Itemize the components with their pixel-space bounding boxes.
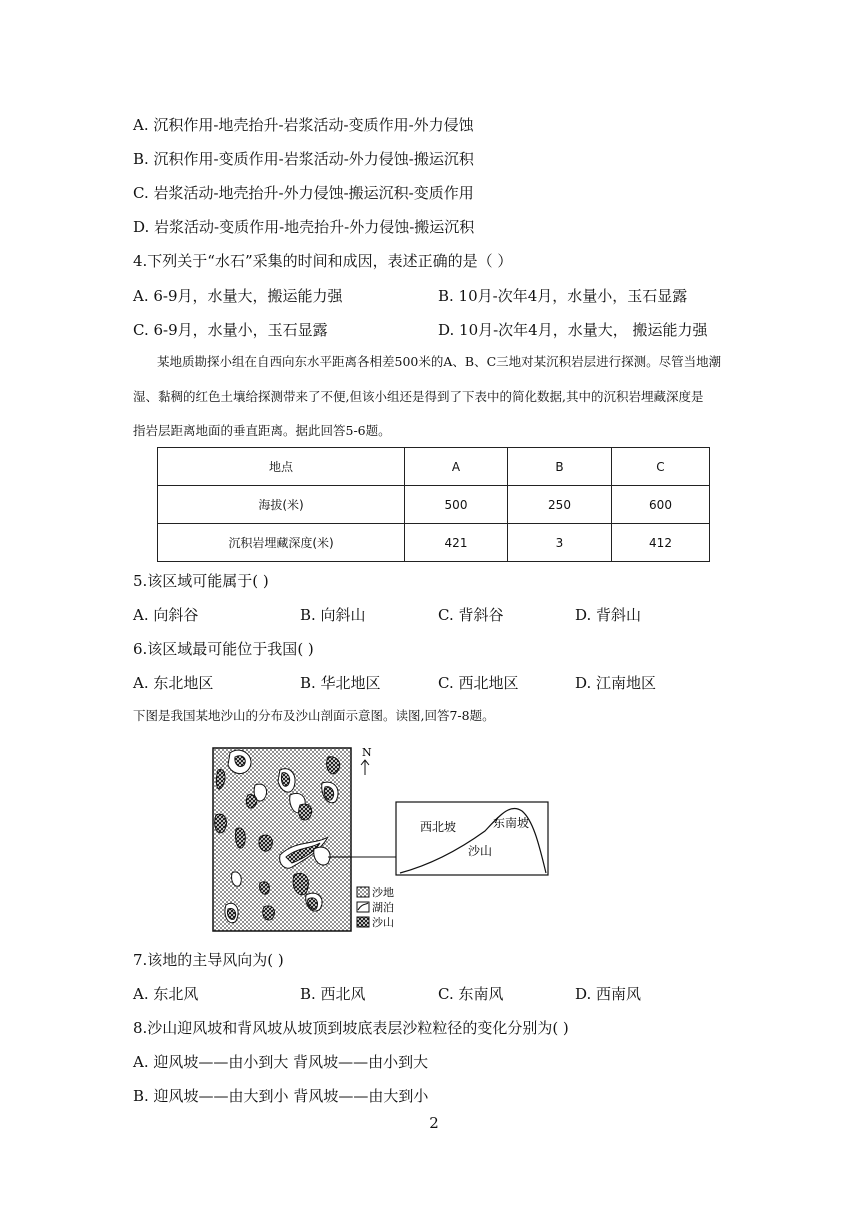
q3-option-b: B. 沉积作用-变质作用-岩浆活动-外力侵蚀-搬运沉积 xyxy=(133,150,474,168)
q4-option-c: C. 6-9月，水量小，玉石显露 xyxy=(133,321,328,339)
table-cell: 500 xyxy=(405,486,508,524)
dune-profile xyxy=(396,802,548,875)
q5-stem: 5.该区域可能属于( ) xyxy=(133,572,269,590)
table-header-row xyxy=(158,448,710,486)
dune-distribution-map xyxy=(213,748,351,931)
legend xyxy=(357,885,394,929)
q4-option-a: A. 6-9月，水量大，搬运能力强 xyxy=(133,287,343,305)
q6-option-b: B. 华北地区 xyxy=(300,674,381,692)
q5-option-d: D. 背斜山 xyxy=(575,606,642,624)
q8-option-a: A. 迎风坡——由小到大 背风坡——由小到大 xyxy=(133,1053,429,1071)
legend-label: 沙山 xyxy=(372,916,394,929)
north-label: N xyxy=(362,746,372,759)
q6-option-d: D. 江南地区 xyxy=(575,674,657,692)
table-cell: 3 xyxy=(508,524,612,562)
passage-5-6-line1: 某地质勘探小组在自西向东水平距离各相差500米的A、B、C三地对某沉积岩层进行探测。尽管当地潮 xyxy=(157,354,722,369)
q7-stem: 7.该地的主导风向为( ) xyxy=(133,951,284,969)
q3-option-c: C. 岩浆活动-地壳抬升-外力侵蚀-搬运沉积-变质作用 xyxy=(133,184,474,202)
q4-stem: 4.下列关于“水石”采集的时间和成因，表述正确的是（ ） xyxy=(133,252,513,270)
northwest-slope-label: 西北坡 xyxy=(420,820,457,834)
q6-stem: 6.该区域最可能位于我国( ) xyxy=(133,640,314,658)
q6-option-a: A. 东北地区 xyxy=(133,674,214,692)
q8-stem: 8.沙山迎风坡和背风坡从坡顶到坡底表层沙粒粒径的变化分别为( ) xyxy=(133,1019,569,1037)
q4-option-d: D. 10月-次年4月，水量大， 搬运能力强 xyxy=(438,321,708,339)
table-row xyxy=(158,486,710,524)
q7-option-c: C. 东南风 xyxy=(438,985,504,1003)
q8-option-b: B. 迎风坡——由大到小 背风坡——由大到小 xyxy=(133,1087,429,1105)
sand-dune-figure xyxy=(210,745,550,935)
table-header-cell: 地点 xyxy=(158,448,405,486)
legend-swatch-dune xyxy=(357,917,369,927)
southeast-slope-label: 东南坡 xyxy=(493,816,530,830)
passage-5-6-line3: 指岩层距离地面的垂直距离。据此回答5-6题。 xyxy=(133,423,391,438)
q5-option-a: A. 向斜谷 xyxy=(133,606,199,624)
q7-option-d: D. 西南风 xyxy=(575,985,642,1003)
legend-label: 沙地 xyxy=(372,886,394,899)
data-table xyxy=(157,447,710,562)
q3-option-d: D. 岩浆活动-变质作用-地壳抬升-外力侵蚀-搬运沉积 xyxy=(133,218,475,236)
q7-option-b: B. 西北风 xyxy=(300,985,366,1003)
table-cell: 海拔(米) xyxy=(158,486,405,524)
q5-option-c: C. 背斜谷 xyxy=(438,606,504,624)
table-cell: 600 xyxy=(612,486,710,524)
legend-label: 湖泊 xyxy=(372,901,394,914)
table-cell: 421 xyxy=(405,524,508,562)
table-cell: 412 xyxy=(612,524,710,562)
table-header-cell: A xyxy=(405,448,508,486)
page-number: 2 xyxy=(429,1114,439,1132)
q5-option-b: B. 向斜山 xyxy=(300,606,366,624)
legend-swatch-sand xyxy=(357,887,369,897)
table-cell: 沉积岩埋藏深度(米) xyxy=(158,524,405,562)
dune-label: 沙山 xyxy=(468,844,493,858)
table-cell: 250 xyxy=(508,486,612,524)
table-header-cell: C xyxy=(612,448,710,486)
passage-7-8: 下图是我国某地沙山的分布及沙山剖面示意图。读图,回答7-8题。 xyxy=(133,708,495,723)
table-header-cell: B xyxy=(508,448,612,486)
q4-option-b: B. 10月-次年4月，水量小，玉石显露 xyxy=(438,287,688,305)
q7-option-a: A. 东北风 xyxy=(133,985,199,1003)
north-arrow-icon xyxy=(361,760,369,775)
passage-5-6-line2: 湿、黏稠的红色土壤给探测带来了不便,但该小组还是得到了下表中的简化数据,其中的沉积岩埋藏深度是 xyxy=(133,389,704,404)
table-row xyxy=(158,524,710,562)
q3-option-a: A. 沉积作用-地壳抬升-岩浆活动-变质作用-外力侵蚀 xyxy=(133,116,474,134)
q6-option-c: C. 西北地区 xyxy=(438,674,519,692)
